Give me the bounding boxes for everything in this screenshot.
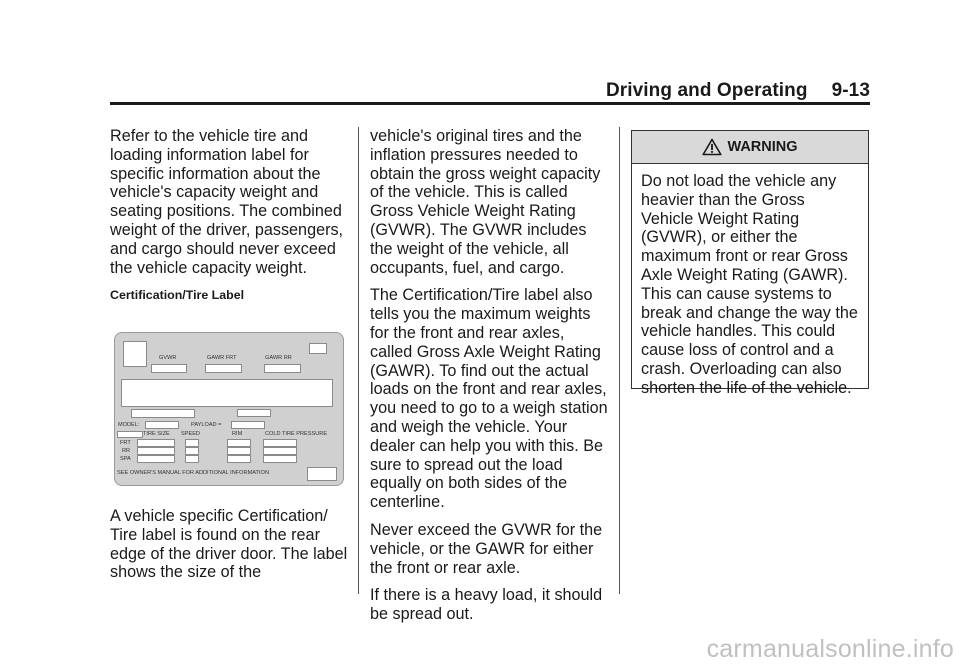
label-field-right — [237, 409, 271, 417]
rr-pressure-field — [263, 447, 297, 455]
label-rr: RR — [122, 448, 131, 454]
model-field — [145, 421, 179, 429]
label-gawr-rr: GAWR RR — [265, 355, 292, 361]
rr-speed-field — [185, 447, 199, 455]
tire-size-marker — [117, 431, 143, 438]
heavy-load-paragraph: If there is a heavy load, it should be spread out. — [370, 586, 603, 624]
warning-box — [631, 130, 869, 397]
gawr-paragraph: The Certification/Tire label also tells you the maximum weights for the front and rear axles, called Gross Axle Weight Rating (GAWR). To find out the actual loads on the front and rear axles, you need to go to a weigh station and weigh the vehicle. Your dealer can help you with this. Be sure to spread out the load equally on both sides of the centerline. — [370, 286, 608, 512]
intro-paragraph: Refer to the vehicle tire and loading information label for specific information about the vehicle's capacity weight and seating positions. The combined weight of the driver, passengers, and cargo should never exceed the vehicle capacity weight. — [110, 127, 344, 277]
frt-size-field — [137, 439, 175, 447]
label-frt: FRT — [120, 440, 131, 446]
figure-caption: Certification/Tire Label — [110, 288, 245, 303]
label-model: MODEL: — [118, 422, 140, 428]
label-speed: SPEED — [181, 431, 200, 437]
label-tire-size: TIRE SIZE — [143, 431, 170, 437]
label-gvwr: GVWR — [159, 355, 177, 361]
label-rim: RIM — [232, 431, 243, 437]
certification-tire-label-figure — [114, 332, 344, 486]
frt-speed-field — [185, 439, 199, 447]
gvwr-field — [151, 364, 187, 373]
label-see-manual: SEE OWNER'S MANUAL FOR ADDITIONAL INFORMATION — [117, 470, 269, 476]
warning-triangle-icon — [702, 138, 722, 156]
label-bottom-right-box — [307, 467, 337, 481]
gawr-frt-field — [205, 364, 242, 373]
gvwr-paragraph: vehicle's original tires and the inflation pressures needed to obtain the gross weight capacity of the vehicle. This is called Gross Vehicle Weight Rating (GVWR). The GVWR includes the weight of the vehicle, all occupants, fuel, and cargo. — [370, 127, 601, 277]
page-header — [606, 80, 870, 102]
payload-field — [231, 421, 265, 429]
never-exceed-paragraph: Never exceed the GVWR for the vehicle, or the GAWR for either the front or rear axle. — [370, 520, 603, 577]
warning-text: Do not load the vehicle any heavier than the Gross Vehicle Weight Rating (GVWR), or either the maximum front or rear Gross Axle Weight Rating (GAWR). This can cause systems to break and change the way the vehicle handles. This could cause loss of control and a crash. Overloading can also shorten the life of the vehicle. — [641, 172, 858, 397]
spa-rim-field — [227, 455, 251, 463]
watermark: carmanualsonline.info — [706, 635, 954, 663]
rr-size-field — [137, 447, 175, 455]
frt-rim-field — [227, 439, 251, 447]
spa-size-field — [137, 455, 175, 463]
label-cold-pressure: COLD TIRE PRESSURE — [265, 431, 328, 437]
column-divider-2 — [619, 127, 620, 594]
label-gawr-frt: GAWR FRT — [207, 355, 237, 361]
column-divider-1 — [358, 127, 359, 594]
label-spa: SPA — [120, 456, 131, 462]
header-rule — [110, 102, 870, 105]
label-top-right-box — [309, 343, 327, 354]
label-payload: PAYLOAD = — [191, 422, 222, 428]
warning-title: WARNING — [727, 139, 798, 155]
label-corner-box — [123, 341, 147, 367]
page-number: 9-13 — [831, 80, 870, 101]
label-field-left — [131, 409, 195, 418]
spa-speed-field — [185, 455, 199, 463]
label-main-field — [121, 379, 333, 407]
rr-rim-field — [227, 447, 251, 455]
gawr-rr-field — [264, 364, 301, 373]
label-location-paragraph: A vehicle specific Certification/ Tire label is found on the rear edge of the driver door. The label shows the size of the — [110, 507, 348, 582]
frt-pressure-field — [263, 439, 297, 447]
warning-header — [632, 131, 868, 164]
column-2 — [370, 127, 610, 633]
section-title: Driving and Operating — [605, 80, 808, 101]
spa-pressure-field — [263, 455, 297, 463]
